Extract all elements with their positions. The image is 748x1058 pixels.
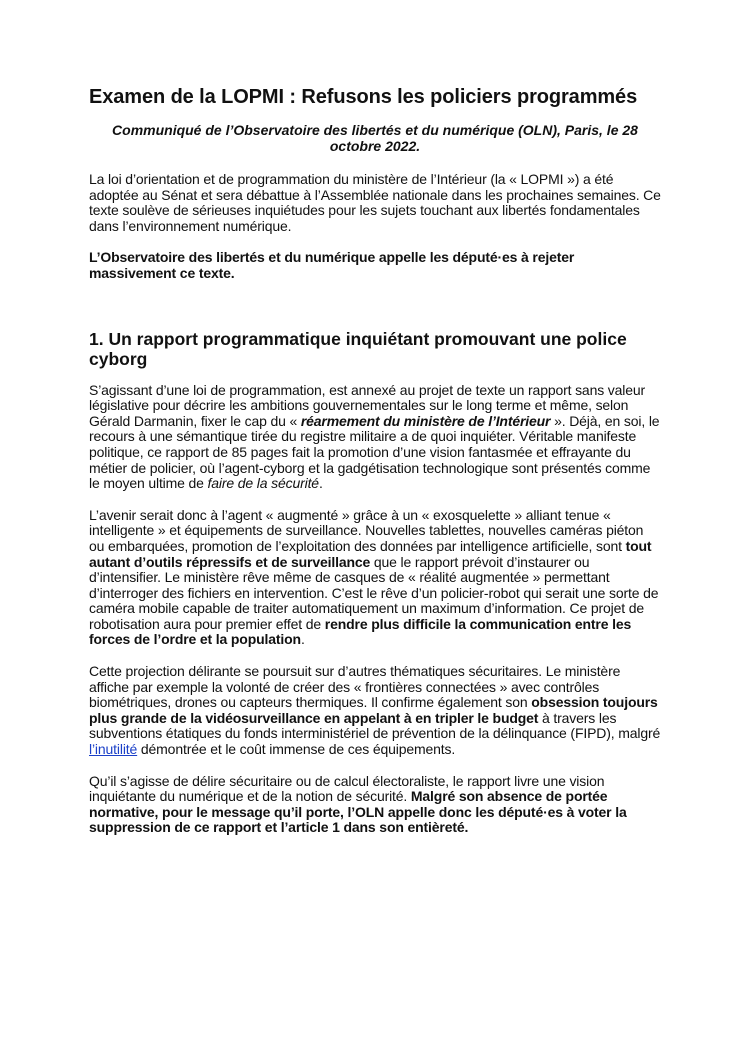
text-run: . — [464, 819, 469, 836]
section-1-paragraph-2 — [89, 508, 661, 648]
section-1-paragraph-3 — [89, 664, 661, 758]
section-1-heading: 1. Un rapport programmatique inquiétant promouvant une police cyborg — [89, 328, 627, 369]
text-run: . — [300, 631, 305, 648]
text-run: ». Déjà, en soi, le recours à une sémantique tirée du registre militaire a de quoi inquiéter. Véritable manifeste politique, ce rapport de 85 pages fait la promotion d’une vision fantasmée et effrayante du métier de policier, où l’agent-cyborg et la gadgétisation technologique sont présentés comme le moyen ultime de — [89, 412, 660, 492]
text-run: S’agissant d’une loi de programmation, est annexé au projet de texte un rapport sans valeur législative pour décrire les ambitions gouvernementales sur le long terme et même, selon Gérald Darmanin, fixer le cap du « — [89, 381, 646, 429]
italic-emphasis: faire de la sécurité — [207, 475, 319, 492]
section-1-paragraph-1 — [89, 383, 661, 492]
call-to-action-paragraph: L’Observatoire des libertés et du numérique appelle les député·es à rejeter massivement ce texte. — [89, 249, 575, 281]
bold-emphasis: obsession toujours plus grande de la vidéosurveillance en appelant à en tripler le budget — [89, 694, 658, 726]
document-page — [89, 84, 661, 852]
inutilite-link[interactable]: l’inutilité — [89, 741, 138, 758]
text-run: à travers les subventions étatiques du fonds interministériel de prévention de la délinquance (FIPD), malgré — [89, 709, 661, 742]
quote-emphasis: réarmement du ministère de l’Intérieur — [300, 412, 551, 429]
bold-emphasis: Malgré son absence de portée normative, pour le message qu’il porte, l’OLN appelle donc les député·es à voter la suppression de ce rapport et l’article 1 dans son entièreté — [89, 788, 627, 836]
section-1-paragraph-4 — [89, 774, 661, 836]
press-release-subtitle: Communiqué de l’Observatoire des libertés et du numérique (OLN), Paris, le 28 octobre 2022. — [112, 122, 638, 154]
page-title: Examen de la LOPMI : Refusons les policiers programmés — [89, 86, 638, 108]
bold-emphasis: rendre plus difficile la communication entre les forces de l’ordre et la population — [89, 615, 632, 648]
text-run: démontrée et le coût immense de ces équipements. — [137, 741, 456, 758]
text-run: Qu’il s’agisse de délire sécuritaire ou de calcul électoraliste, le rapport livre une vision inquiétante du numérique et de la notion de sécurité. — [89, 772, 605, 805]
text-run: que le rapport prévoit d’instaurer ou d’intensifier. Le ministère rêve même de casques de « réalité augmentée » permettant d’interroger des fichiers en intervention. C’est le rêve d’un policier-robot qui serait une sorte de caméra mobile capable de traiter automatiquement un maximum d’information. Ce projet de robotisation aura pour premier effet de — [89, 553, 659, 632]
text-run: Cette projection délirante se poursuit sur d’autres thématiques sécuritaires. Le ministère affiche par exemple la volonté de créer des « frontières connectées » avec contrôles biométriques, drones ou capteurs thermiques. Il confirme également son — [89, 663, 621, 711]
intro-paragraph: La loi d’orientation et de programmation du ministère de l’Intérieur (la « LOPMI ») a été adoptée au Sénat et sera débattue à l’Assemblée nationale dans les prochaines semaines. Ce texte soulève de sérieuses inquiétudes pour les sujets touchant aux libertés fondamentales dans l’environnement numérique. — [89, 171, 661, 234]
text-run: . — [318, 475, 323, 492]
bold-emphasis: tout autant d’outils répressifs et de surveillance — [89, 537, 652, 570]
text-run: L’avenir serait donc à l’agent « augmenté » grâce à un « exosquelette » alliant tenue « intelligente » et équipements de surveillance. Nouvelles tablettes, nouvelles caméras piéton ou embarquées, promotion de l’exploitation des données par intelligence artificielle, sont — [89, 506, 644, 554]
